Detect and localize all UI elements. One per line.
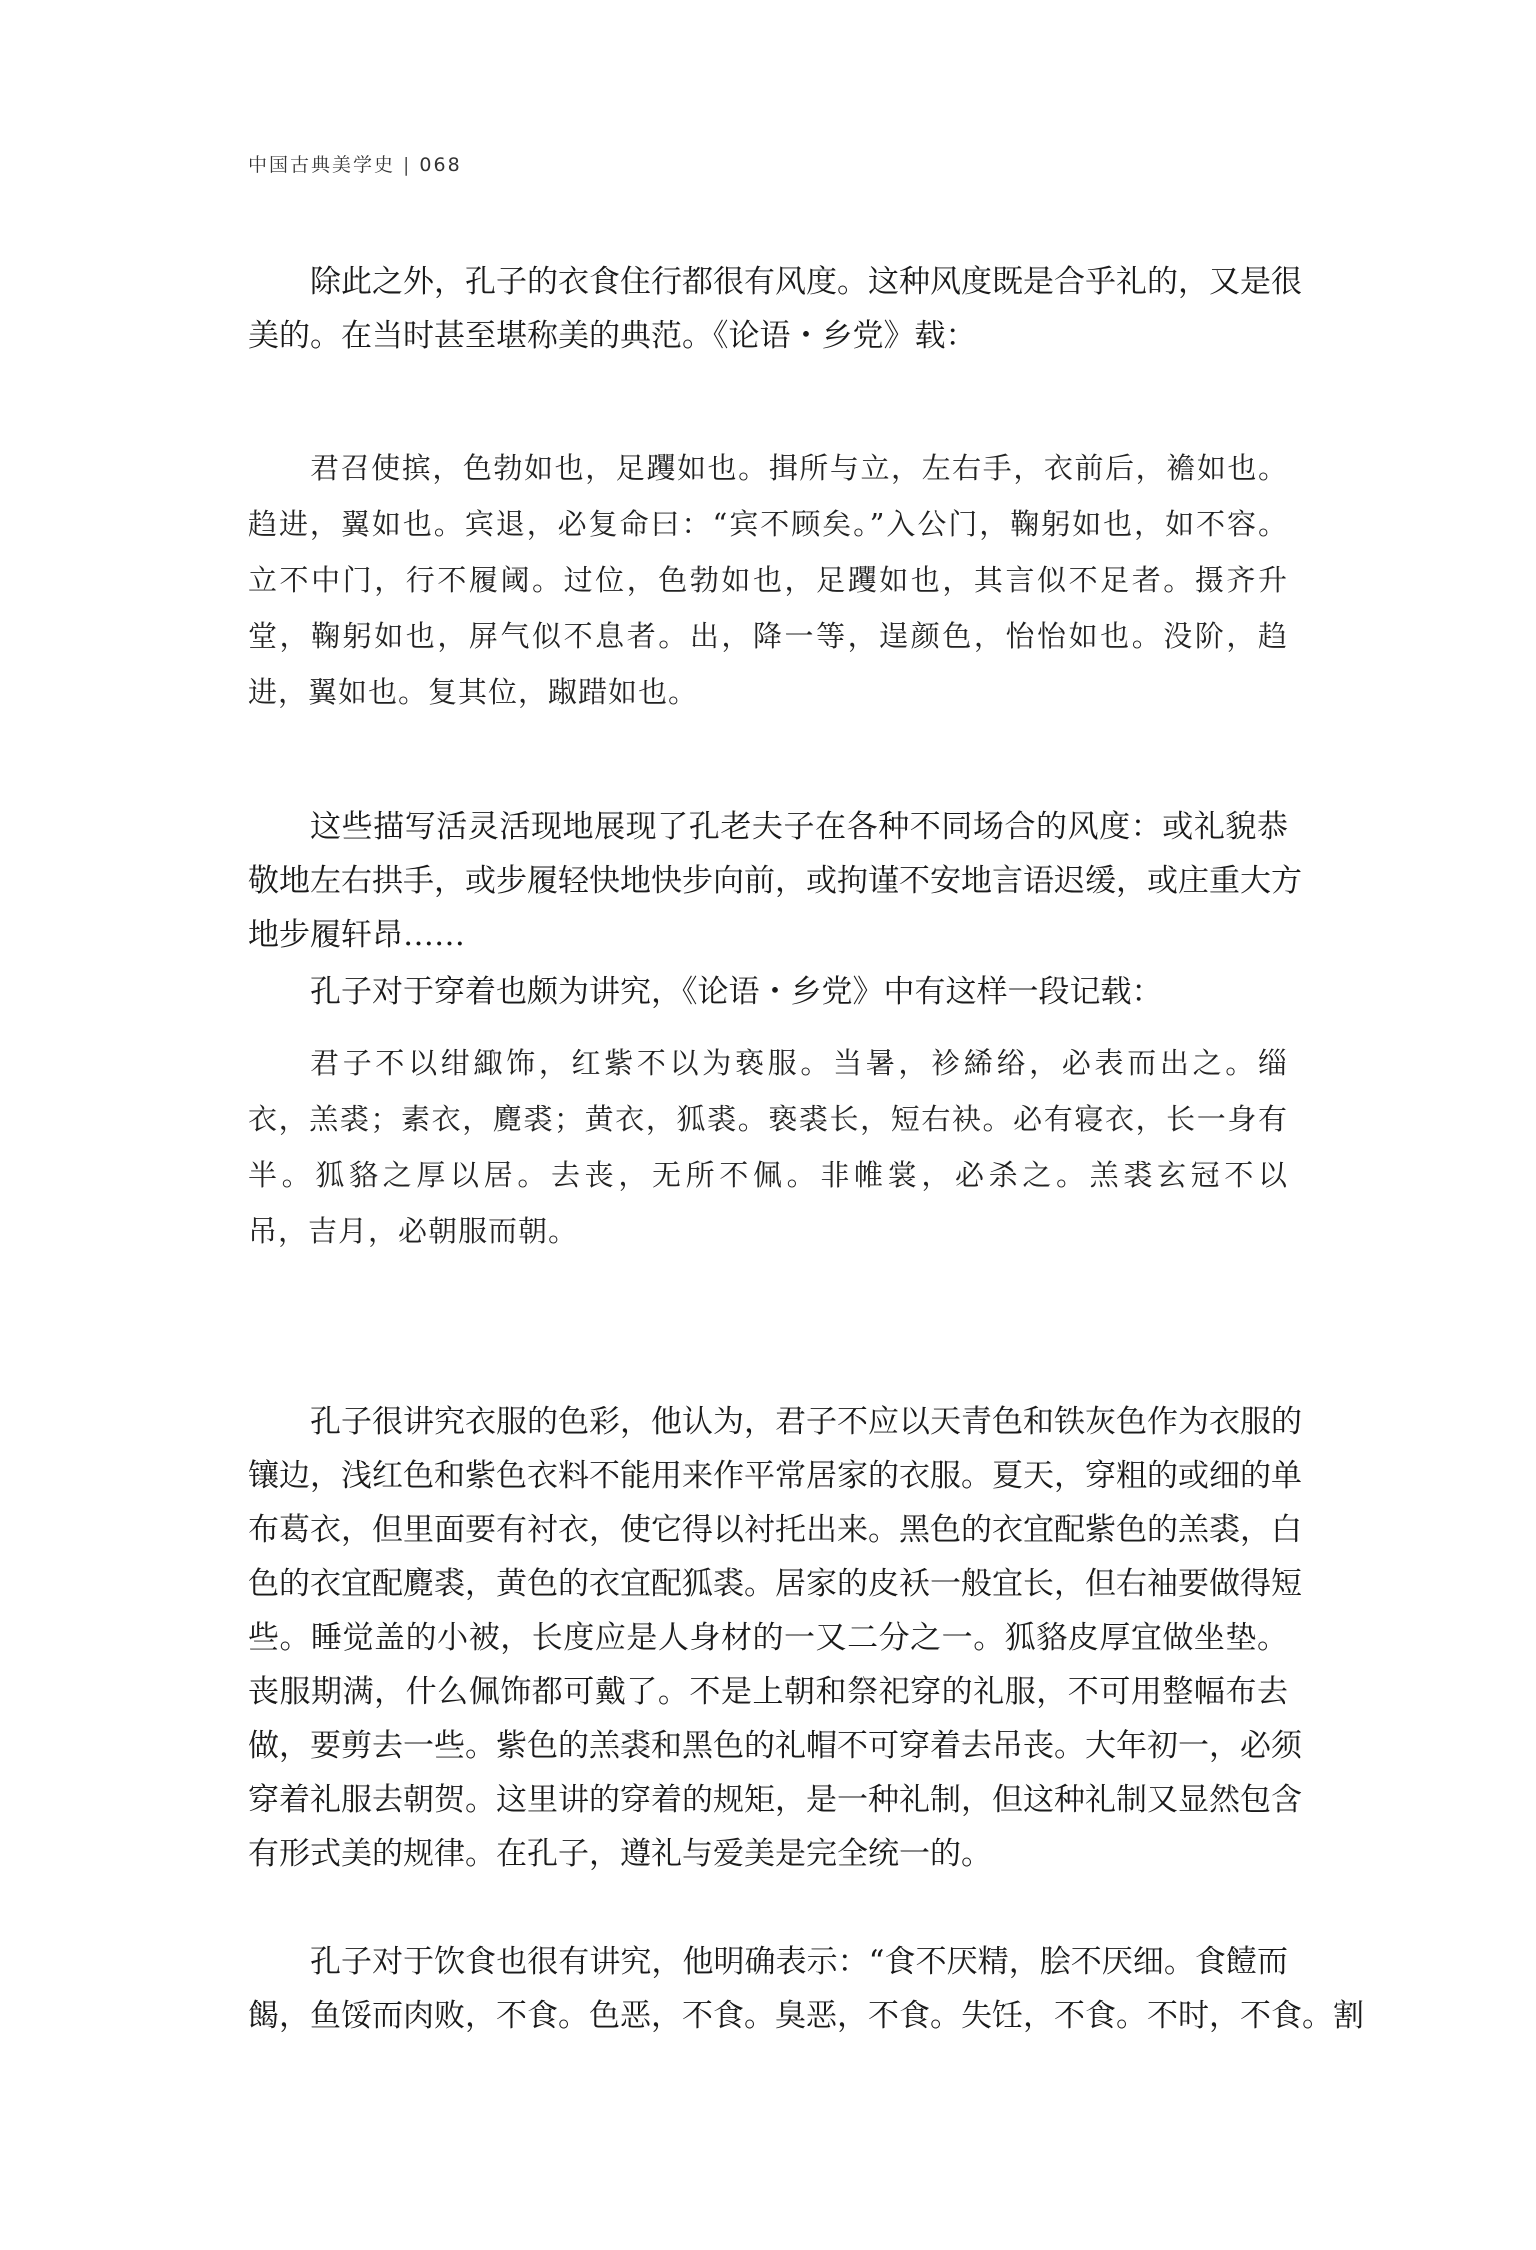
text-line: 趋进，翼如也。宾退，必复命曰：“宾不顾矣。”入公门，鞠躬如也，如不容。 [248, 507, 1288, 541]
text-line: 敬地左右拱手，或步履轻快地快步向前，或拘谨不安地言语迟缓，或庄重大方 [248, 863, 1302, 899]
text-line: 地步履轩昂…… [248, 917, 465, 953]
text-line: 君召使摈，色勃如也，足躩如也。揖所与立，左右手，衣前后，襜如也。 [310, 451, 1288, 485]
text-line: 穿着礼服去朝贺。这里讲的穿着的规矩，是一种礼制，但这种礼制又显然包含 [248, 1782, 1302, 1818]
text-line: 美的。在当时甚至堪称美的典范。《论语・乡党》载： [248, 318, 977, 354]
block-quote [248, 440, 1288, 720]
text-line: 餲，鱼馁而肉败，不食。色恶，不食。臭恶，不食。失饪，不食。不时，不食。割 [248, 1998, 1364, 2034]
running-header [248, 150, 462, 177]
text-line: 做，要剪去一些。紫色的羔裘和黑色的礼帽不可穿着去吊丧。大年初一，必须 [248, 1728, 1302, 1764]
text-line: 镶边，浅红色和紫色衣料不能用来作平常居家的衣服。夏天，穿粗的或细的单 [248, 1458, 1302, 1494]
paragraph [248, 255, 1302, 363]
text-line: 布葛衣，但里面要有衬衣，使它得以衬托出来。黑色的衣宜配紫色的羔裘，白 [248, 1512, 1302, 1548]
text-line: 丧服期满，什么佩饰都可戴了。不是上朝和祭祀穿的礼服，不可用整幅布去 [248, 1674, 1288, 1710]
text-line: 堂，鞠躬如也，屏气似不息者。出，降一等，逞颜色，怡怡如也。没阶，趋 [248, 619, 1288, 653]
header-separator: | [403, 154, 412, 176]
text-line: 孔子对于饮食也很有讲究，他明确表示：“食不厌精，脍不厌细。食饐而 [310, 1944, 1288, 1980]
text-line: 除此之外，孔子的衣食住行都很有风度。这种风度既是合乎礼的，又是很 [310, 264, 1302, 300]
text-line: 衣，羔裘；素衣，麑裘；黄衣，狐裘。亵裘长，短右袂。必有寝衣，长一身有 [248, 1102, 1288, 1136]
text-line: 君子不以绀緅饰，红紫不以为亵服。当暑，袗絺绤，必表而出之。缁 [310, 1046, 1288, 1080]
text-line: 吊，吉月，必朝服而朝。 [248, 1214, 579, 1248]
text-line: 孔子对于穿着也颇为讲究，《论语・乡党》中有这样一段记载： [310, 974, 1163, 1010]
paragraph [248, 800, 1302, 962]
paragraph [248, 1395, 1302, 1881]
text-line: 立不中门，行不履阈。过位，色勃如也，足躩如也，其言似不足者。摄齐升 [248, 563, 1288, 597]
text-line: 进，翼如也。复其位，踧踖如也。 [248, 675, 699, 709]
text-line: 有形式美的规律。在孔子，遵礼与爱美是完全统一的。 [248, 1836, 992, 1872]
text-line: 这些描写活灵活现地展现了孔老夫子在各种不同场合的风度：或礼貌恭 [310, 809, 1288, 845]
text-line: 色的衣宜配麑裘，黄色的衣宜配狐裘。居家的皮袄一般宜长，但右袖要做得短 [248, 1566, 1302, 1602]
block-quote [248, 1035, 1288, 1259]
text-line: 些。睡觉盖的小被，长度应是人身材的一又二分之一。狐貉皮厚宜做坐垫。 [248, 1620, 1288, 1656]
text-line: 孔子很讲究衣服的色彩，他认为，君子不应以天青色和铁灰色作为衣服的 [310, 1404, 1302, 1440]
page-number: 068 [419, 154, 462, 176]
paragraph [248, 965, 1288, 1019]
paragraph [248, 1935, 1364, 2043]
text-line: 半。狐貉之厚以居。去丧，无所不佩。非帷裳，必杀之。羔裘玄冠不以 [248, 1158, 1288, 1192]
book-title: 中国古典美学史 [248, 154, 396, 176]
